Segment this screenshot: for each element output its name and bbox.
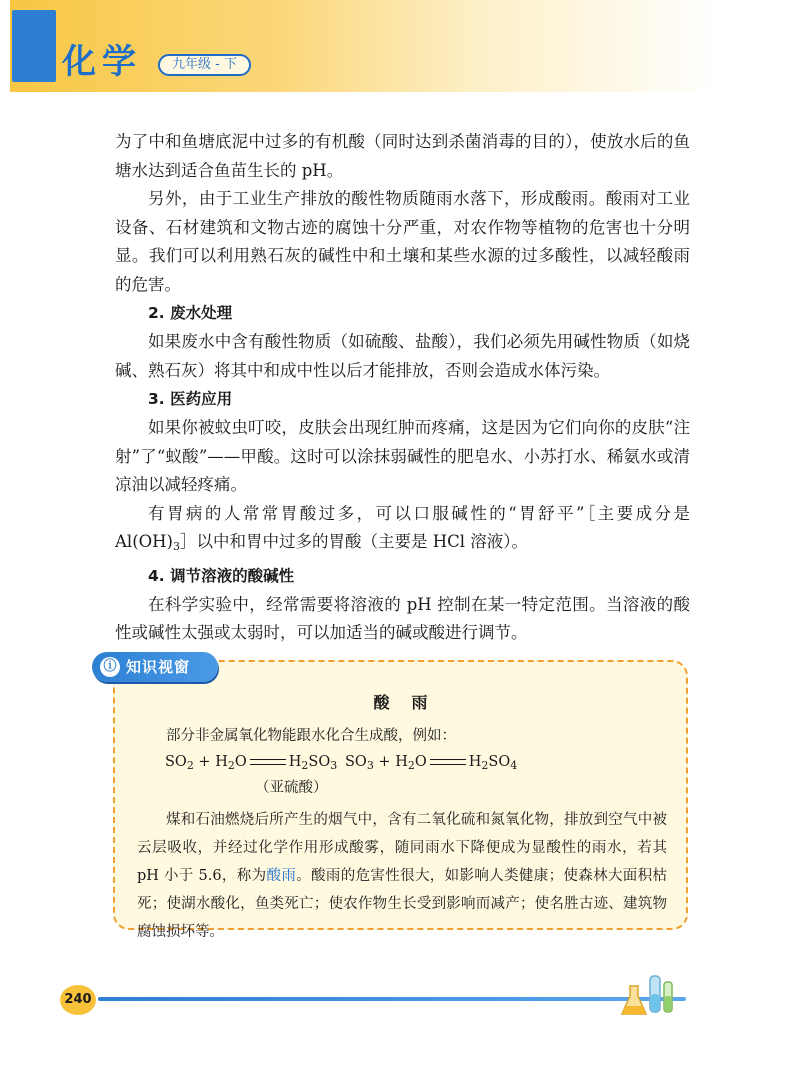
paragraph (115, 500, 690, 562)
knowledge-badge (92, 652, 218, 682)
grade-badge: 九年级 - 下 (158, 54, 251, 76)
book-title: 化学 (62, 42, 142, 82)
paragraph: 为了中和鱼塘底泥中过多的有机酸（同时达到杀菌消毒的目的），使放水后的鱼塘水达到适合鱼苗生长的 pH。 (115, 132, 690, 180)
text-span: 有胃病的人常常胃酸过多，可以口服碱性的“胃舒平”［主要成分是 Al(OH) (115, 503, 690, 551)
paragraph: 如果废水中含有酸性物质（如硫酸、盐酸），我们必须先用碱性物质（如烧碱、熟石灰）将其中和成中性以后才能排放，否则会造成水体污染。 (115, 332, 690, 380)
keyword-highlight: 酸雨 (266, 868, 297, 884)
footer-rule (98, 997, 686, 1001)
equals-sign-icon (250, 759, 286, 765)
flask-icon (620, 972, 676, 1020)
info-icon: ⓘ (100, 657, 120, 677)
knowledge-box (113, 660, 688, 940)
equation-so3: $SO_3 + H_2O$ $H_2SO_4$ (345, 754, 518, 772)
paragraph: 另外，由于工业生产排放的酸性物质随雨水落下，形成酸雨。酸雨对工业设备、石材建筑和文物古迹的腐蚀十分严重，对农作物等植物的危害也十分明显。我们可以利用熟石灰的碱性中和土壤和某些水源的过多酸性，以减轻酸雨的危害。 (115, 189, 690, 294)
subscript: 3 (172, 540, 180, 553)
page-number: 240 (60, 985, 96, 1015)
text-span: ］以中和胃中过多的胃酸（主要是 HCl 溶液）。 (179, 532, 529, 551)
knowledge-badge-label: 知识视窗 (126, 658, 191, 676)
paragraph: 在科学实验中，经常需要将溶液的 pH 控制在某一特定范围。当溶液的酸性或碱性太强或太弱时，可以加适当的碱或酸进行调节。 (115, 594, 690, 642)
section-heading: 3. 医药应用 (148, 390, 233, 408)
main-content (115, 128, 690, 648)
header-accent-stripe (12, 10, 56, 82)
knowledge-intro: 部分非金属氧化物能跟水化合生成酸，例如： (166, 728, 456, 744)
knowledge-title: 酸雨 (373, 693, 450, 712)
section-heading: 2. 废水处理 (148, 304, 233, 322)
knowledge-body (137, 722, 667, 946)
section-heading: 4. 调节溶液的酸碱性 (148, 566, 295, 585)
paragraph: 如果你被蚊虫叮咬，皮肤会出现红肿而疼痛，这是因为它们向你的皮肤“注射”了“蚁酸”——甲酸。这时可以涂抹弱碱性的肥皂水、小苏打水、稀氨水或清凉油以减轻疼痛。 (115, 418, 690, 494)
equation-label: （亚硫酸） (255, 780, 328, 796)
knowledge-paragraph: 煤和石油燃烧后所产生的烟气中，含有二氧化硫和氮氧化物，排放到空气中被云层吸收，并经过化学作用形成酸雾，随同雨水下降便成为显酸性的雨水，若其 pH 小于 5.6，称为酸雨。酸雨的危害性很大，如影响人类健康；使森林大面积枯死；使湖水酸化，鱼类死亡；使农作物生长受到影响而减产；使名胜古迹、建筑物腐蚀损坏等。 (137, 812, 668, 940)
equation-so2: $SO_2 + H_2O$ $H_2SO_3$ (165, 754, 338, 772)
page-header (0, 0, 800, 92)
equation-row (137, 750, 667, 776)
equals-sign-icon (430, 759, 466, 765)
